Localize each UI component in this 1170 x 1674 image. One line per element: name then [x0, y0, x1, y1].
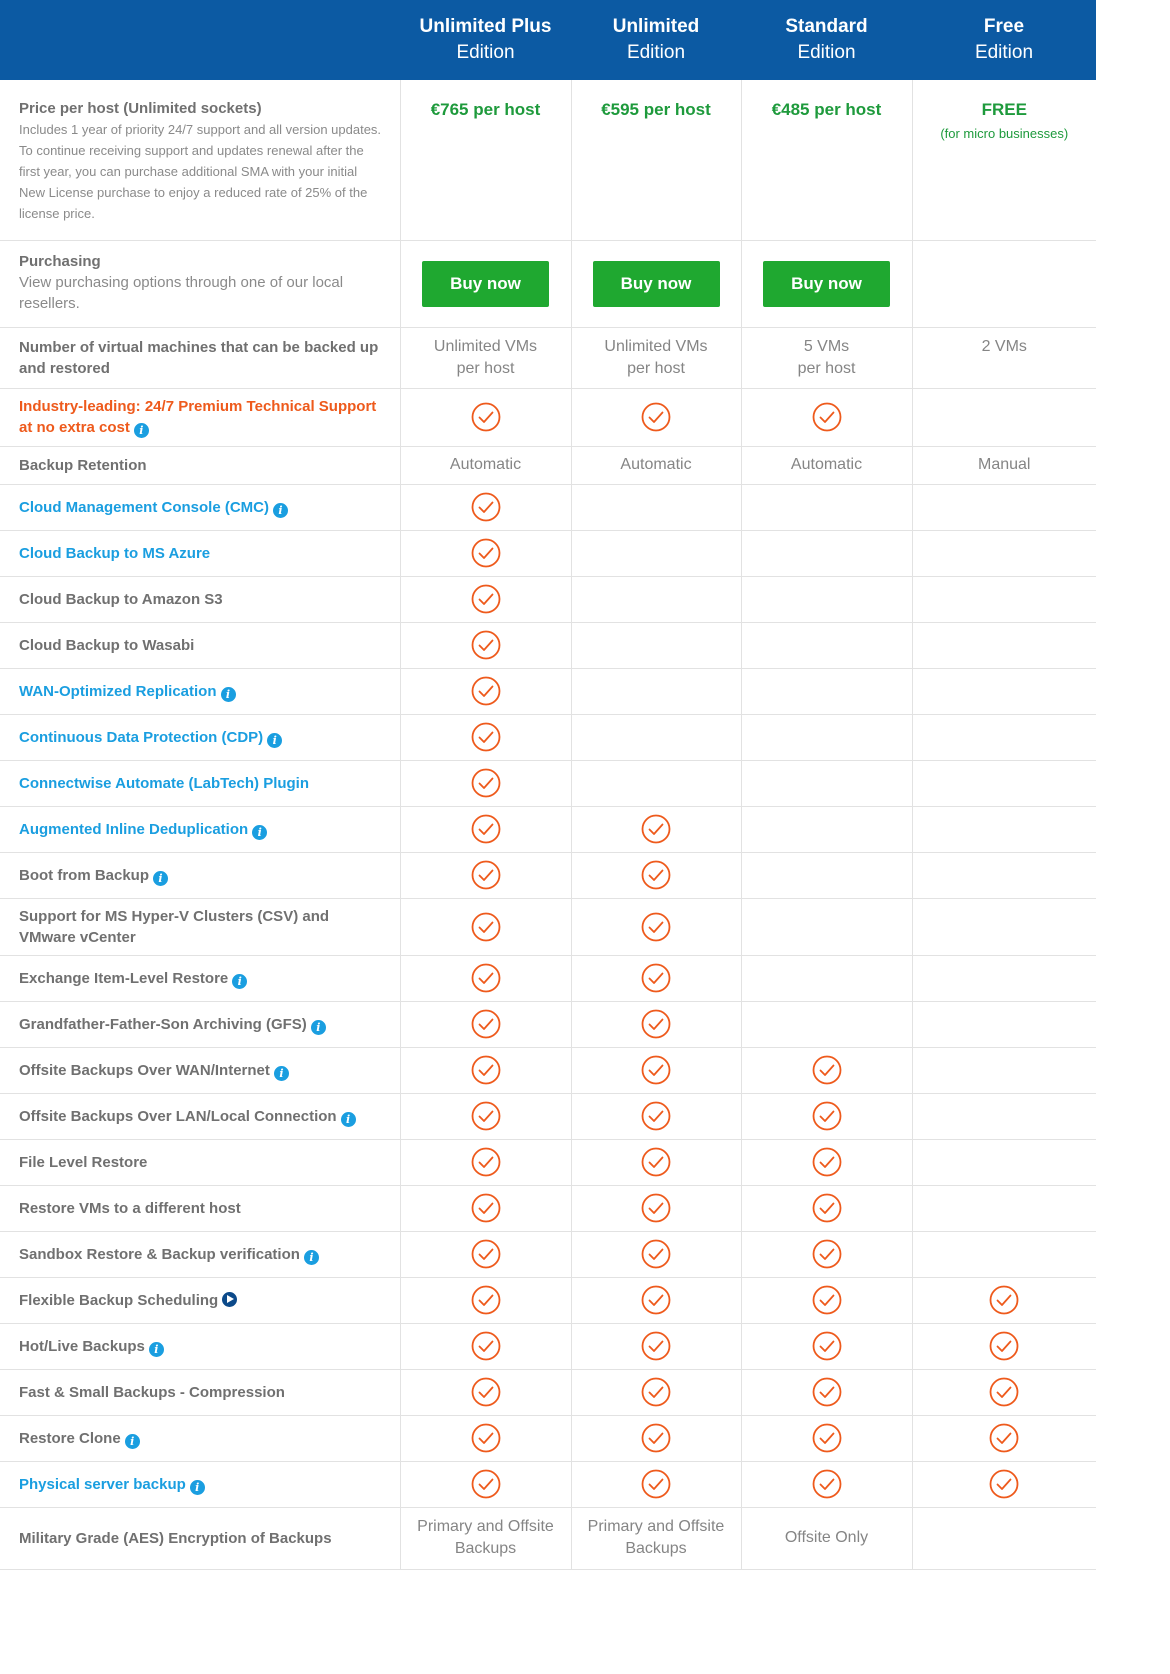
- feature-row: [0, 852, 1096, 898]
- feature-check-cell: [741, 1185, 912, 1231]
- check-icon: [471, 492, 501, 522]
- feature-check-cell: [912, 576, 1096, 622]
- feature-check-cell: [912, 1047, 1096, 1093]
- feature-check-cell: [571, 955, 741, 1001]
- feature-check-cell: [400, 1231, 571, 1277]
- feature-check-cell: [571, 1277, 741, 1323]
- feature-check-cell: [400, 1047, 571, 1093]
- feature-label[interactable]: Connectwise Automate (LabTech) Plugin: [19, 774, 310, 792]
- feature-check-cell: [400, 1415, 571, 1461]
- feature-check-cell: [912, 714, 1096, 760]
- header-standard: [741, 0, 912, 80]
- feature-check-cell: [741, 1369, 912, 1415]
- support-check-cell: [912, 388, 1096, 446]
- header-unlimited-plus: [400, 0, 571, 80]
- feature-row: [0, 530, 1096, 576]
- feature-row: [0, 1415, 1096, 1461]
- feature-check-cell: [741, 1277, 912, 1323]
- feature-label: Sandbox Restore & Backup verification: [19, 1245, 300, 1263]
- feature-label-cell: [0, 668, 400, 714]
- purchasing-description: View purchasing options through one of our local resellers.: [19, 274, 344, 312]
- feature-check-cell: [400, 714, 571, 760]
- feature-row: [0, 622, 1096, 668]
- feature-row: [0, 1093, 1096, 1139]
- feature-label-cell: [0, 622, 400, 668]
- feature-row: [0, 668, 1096, 714]
- check-icon: [641, 1331, 671, 1361]
- price-value: €595 per host: [601, 100, 711, 119]
- check-icon: [471, 1377, 501, 1407]
- feature-check-cell: [571, 1415, 741, 1461]
- header-free: [912, 0, 1096, 80]
- info-icon[interactable]: i: [274, 1066, 289, 1081]
- feature-check-cell: [741, 760, 912, 806]
- feature-check-cell: [741, 852, 912, 898]
- feature-row: [0, 1231, 1096, 1277]
- feature-check-cell: [912, 1185, 1096, 1231]
- encryption-value-cell: [741, 1507, 912, 1569]
- edition-word: Edition: [626, 42, 686, 63]
- vm-count-value: Unlimited VMs per host: [604, 337, 708, 377]
- check-icon: [471, 1193, 501, 1223]
- check-icon: [471, 722, 501, 752]
- feature-check-cell: [741, 1323, 912, 1369]
- price-value: €765 per host: [430, 100, 541, 119]
- feature-label: Hot/Live Backups: [19, 1337, 145, 1355]
- check-icon: [989, 1331, 1019, 1361]
- purchasing-row: [0, 240, 1096, 327]
- check-icon: [812, 1469, 842, 1499]
- feature-check-cell: [571, 622, 741, 668]
- feature-check-cell: [571, 1323, 741, 1369]
- check-icon: [641, 1009, 671, 1039]
- check-icon: [989, 1377, 1019, 1407]
- info-icon[interactable]: i: [221, 687, 236, 702]
- purchase-cell-free: [912, 240, 1096, 327]
- feature-label: Boot from Backup: [19, 866, 150, 884]
- feature-row: [0, 714, 1096, 760]
- feature-check-cell: [400, 1093, 571, 1139]
- feature-label-cell: [0, 1415, 400, 1461]
- feature-label-cell: [0, 484, 400, 530]
- check-icon: [471, 538, 501, 568]
- feature-label: Cloud Backup to Amazon S3: [19, 590, 223, 608]
- support-label: Industry-leading: 24/7 Premium Technical Support at no extra cost: [19, 398, 377, 436]
- feature-label: Fast & Small Backups - Compression: [19, 1383, 285, 1401]
- feature-label-cell: [0, 1139, 400, 1185]
- check-icon: [641, 1193, 671, 1223]
- feature-check-cell: [571, 1047, 741, 1093]
- check-icon: [641, 402, 671, 432]
- header-row: [0, 0, 1096, 80]
- info-icon[interactable]: i: [232, 974, 247, 989]
- encryption-value: Offsite Only: [784, 1529, 869, 1546]
- vm-count-value: Unlimited VMs per host: [433, 337, 538, 377]
- feature-check-cell: [912, 1415, 1096, 1461]
- check-icon: [812, 1055, 842, 1085]
- check-icon: [471, 1101, 501, 1131]
- feature-check-cell: [400, 530, 571, 576]
- feature-label: Support for MS Hyper-V Clusters (CSV) and VMware vCenter: [19, 907, 330, 946]
- check-icon: [471, 676, 501, 706]
- check-icon: [641, 1055, 671, 1085]
- feature-check-cell: [571, 484, 741, 530]
- feature-check-cell: [912, 852, 1096, 898]
- feature-label-cell: [0, 852, 400, 898]
- info-icon[interactable]: i: [125, 1434, 140, 1449]
- check-icon: [471, 1331, 501, 1361]
- feature-label-cell: [0, 898, 400, 955]
- feature-check-cell: [571, 1001, 741, 1047]
- feature-label-cell: [0, 1047, 400, 1093]
- info-icon[interactable]: i: [134, 423, 149, 438]
- feature-row: [0, 806, 1096, 852]
- encryption-value: Primary and Offsite Backups: [417, 1518, 554, 1557]
- feature-label-cell: [0, 1277, 400, 1323]
- vm-count-unlimited-plus: [400, 327, 571, 388]
- feature-check-cell: [571, 530, 741, 576]
- retention-row: [0, 446, 1096, 484]
- feature-check-cell: [741, 576, 912, 622]
- price-title: Price per host (Unlimited sockets): [19, 100, 262, 117]
- vm-count-row: [0, 327, 1096, 388]
- feature-label-cell: [0, 1231, 400, 1277]
- feature-check-cell: [741, 668, 912, 714]
- check-icon: [471, 768, 501, 798]
- price-standard: [741, 80, 912, 240]
- feature-label: Flexible Backup Scheduling: [19, 1291, 219, 1309]
- feature-check-cell: [571, 1093, 741, 1139]
- check-icon: [471, 1147, 501, 1177]
- check-icon: [471, 1469, 501, 1499]
- feature-check-cell: [571, 1231, 741, 1277]
- feature-label: Offsite Backups Over WAN/Internet: [19, 1061, 270, 1079]
- check-icon: [641, 1469, 671, 1499]
- info-icon[interactable]: i: [341, 1112, 356, 1127]
- feature-label-cell: [0, 1323, 400, 1369]
- feature-label-cell: [0, 955, 400, 1001]
- feature-row: [0, 1369, 1096, 1415]
- edition-name: Unlimited Plus: [419, 16, 552, 37]
- price-value: FREE: [981, 100, 1027, 119]
- purchasing-label-cell: [0, 240, 400, 327]
- check-icon: [812, 402, 842, 432]
- feature-row: [0, 1277, 1096, 1323]
- feature-label-cell: [0, 530, 400, 576]
- feature-row: [0, 1047, 1096, 1093]
- feature-check-cell: [571, 852, 741, 898]
- purchasing-title: Purchasing: [19, 253, 101, 270]
- feature-label-cell: [0, 1093, 400, 1139]
- encryption-value-cell: [571, 1507, 741, 1569]
- header-unlimited: [571, 0, 741, 80]
- vm-count-label: Number of virtual machines that can be backed up and restored: [0, 327, 400, 388]
- feature-label[interactable]: Physical server backup: [19, 1475, 186, 1493]
- feature-label[interactable]: Cloud Backup to MS Azure: [19, 544, 211, 562]
- feature-check-cell: [400, 760, 571, 806]
- feature-label: Offsite Backups Over LAN/Local Connection: [19, 1107, 337, 1125]
- feature-label: Restore Clone: [19, 1429, 121, 1447]
- edition-name: Unlimited: [612, 16, 700, 37]
- feature-row: [0, 898, 1096, 955]
- feature-check-cell: [400, 1323, 571, 1369]
- feature-label-cell: [0, 1369, 400, 1415]
- info-icon[interactable]: i: [273, 503, 288, 518]
- feature-check-cell: [400, 898, 571, 955]
- check-icon: [641, 1377, 671, 1407]
- check-icon: [641, 1101, 671, 1131]
- play-icon[interactable]: [222, 1292, 237, 1307]
- feature-check-cell: [571, 760, 741, 806]
- feature-label: Cloud Backup to Wasabi: [19, 636, 195, 654]
- price-free: [912, 80, 1096, 240]
- feature-check-cell: [741, 1415, 912, 1461]
- feature-row: [0, 760, 1096, 806]
- feature-check-cell: [571, 576, 741, 622]
- info-icon[interactable]: i: [311, 1020, 326, 1035]
- check-icon: [641, 860, 671, 890]
- info-icon[interactable]: i: [267, 733, 282, 748]
- feature-label[interactable]: Continuous Data Protection (CDP): [19, 728, 264, 746]
- check-icon: [471, 630, 501, 660]
- feature-check-cell: [912, 760, 1096, 806]
- check-icon: [471, 1055, 501, 1085]
- feature-check-cell: [912, 484, 1096, 530]
- feature-check-cell: [912, 668, 1096, 714]
- feature-check-cell: [571, 1461, 741, 1507]
- buy-now-button-standard[interactable]: Buy now: [763, 261, 890, 307]
- feature-label[interactable]: WAN-Optimized Replication: [19, 682, 217, 700]
- check-icon: [812, 1239, 842, 1269]
- support-check-cell: [400, 388, 571, 446]
- feature-check-cell: [912, 1461, 1096, 1507]
- header-blank-cell: [0, 0, 400, 80]
- purchase-cell-unlimited: [571, 240, 741, 327]
- check-icon: [812, 1101, 842, 1131]
- check-icon: [471, 1239, 501, 1269]
- feature-check-cell: [741, 1093, 912, 1139]
- purchase-cell-standard: [741, 240, 912, 327]
- feature-check-cell: [741, 484, 912, 530]
- feature-label: Exchange Item-Level Restore: [19, 969, 229, 987]
- feature-label-cell: [0, 576, 400, 622]
- feature-row: [0, 1001, 1096, 1047]
- retention-value: Automatic: [741, 446, 912, 484]
- encryption-label: Military Grade (AES) Encryption of Backups: [0, 1507, 400, 1569]
- feature-label-cell: [0, 714, 400, 760]
- check-icon: [471, 963, 501, 993]
- feature-check-cell: [400, 1277, 571, 1323]
- feature-label: Grandfather-Father-Son Archiving (GFS): [19, 1015, 307, 1033]
- retention-value: Automatic: [400, 446, 571, 484]
- encryption-value: Primary and Offsite Backups: [587, 1518, 725, 1557]
- check-icon: [989, 1469, 1019, 1499]
- feature-row: [0, 576, 1096, 622]
- feature-label: Restore VMs to a different host: [19, 1199, 241, 1217]
- feature-check-cell: [741, 1047, 912, 1093]
- support-check-cell: [741, 388, 912, 446]
- feature-label: File Level Restore: [19, 1153, 148, 1171]
- check-icon: [471, 1009, 501, 1039]
- check-icon: [812, 1193, 842, 1223]
- check-icon: [641, 1147, 671, 1177]
- buy-now-button-unlimited[interactable]: Buy now: [593, 261, 720, 307]
- feature-check-cell: [912, 1139, 1096, 1185]
- feature-check-cell: [741, 1231, 912, 1277]
- price-unlimited-plus: [400, 80, 571, 240]
- feature-check-cell: [400, 806, 571, 852]
- feature-check-cell: [400, 622, 571, 668]
- info-icon[interactable]: i: [252, 825, 267, 840]
- feature-check-cell: [912, 1369, 1096, 1415]
- feature-label-cell: [0, 806, 400, 852]
- purchase-cell-unlimited-plus: [400, 240, 571, 327]
- edition-name: Free: [983, 16, 1025, 37]
- support-check-cell: [571, 388, 741, 446]
- edition-name: Standard: [785, 16, 868, 37]
- feature-check-cell: [741, 806, 912, 852]
- feature-label-cell: [0, 1461, 400, 1507]
- feature-check-cell: [571, 1369, 741, 1415]
- buy-now-button-unlimited-plus[interactable]: Buy now: [422, 261, 549, 307]
- feature-label-cell: [0, 1001, 400, 1047]
- check-icon: [471, 912, 501, 942]
- edition-word: Edition: [974, 42, 1034, 63]
- feature-label[interactable]: Cloud Management Console (CMC): [19, 498, 269, 516]
- check-icon: [812, 1285, 842, 1315]
- check-icon: [641, 912, 671, 942]
- feature-check-cell: [912, 898, 1096, 955]
- retention-value: Automatic: [571, 446, 741, 484]
- check-icon: [641, 1423, 671, 1453]
- feature-check-cell: [400, 1001, 571, 1047]
- feature-check-cell: [912, 955, 1096, 1001]
- feature-check-cell: [400, 1139, 571, 1185]
- feature-label-cell: [0, 760, 400, 806]
- feature-check-cell: [571, 806, 741, 852]
- encryption-value-cell: [912, 1507, 1096, 1569]
- check-icon: [641, 814, 671, 844]
- price-row: [0, 80, 1096, 240]
- feature-check-cell: [912, 1277, 1096, 1323]
- feature-check-cell: [400, 668, 571, 714]
- feature-check-cell: [400, 852, 571, 898]
- feature-check-cell: [741, 1461, 912, 1507]
- vm-count-unlimited: [571, 327, 741, 388]
- check-icon: [812, 1331, 842, 1361]
- info-icon[interactable]: i: [190, 1480, 205, 1495]
- feature-check-cell: [571, 898, 741, 955]
- check-icon: [641, 1239, 671, 1269]
- retention-label: Backup Retention: [0, 446, 400, 484]
- feature-check-cell: [912, 1323, 1096, 1369]
- feature-check-cell: [571, 714, 741, 760]
- feature-check-cell: [912, 1001, 1096, 1047]
- feature-check-cell: [741, 530, 912, 576]
- edition-word: Edition: [797, 42, 856, 63]
- retention-value: Manual: [912, 446, 1096, 484]
- support-row: [0, 388, 1096, 446]
- feature-check-cell: [571, 668, 741, 714]
- encryption-value-cell: [400, 1507, 571, 1569]
- feature-check-cell: [912, 1093, 1096, 1139]
- info-icon[interactable]: i: [153, 871, 168, 886]
- support-label-cell: [0, 388, 400, 446]
- feature-check-cell: [741, 898, 912, 955]
- vm-count-free: [912, 327, 1096, 388]
- feature-check-cell: [741, 714, 912, 760]
- check-icon: [812, 1377, 842, 1407]
- feature-check-cell: [741, 622, 912, 668]
- feature-row: [0, 1139, 1096, 1185]
- feature-check-cell: [400, 1461, 571, 1507]
- feature-check-cell: [400, 576, 571, 622]
- check-icon: [641, 963, 671, 993]
- feature-label[interactable]: Augmented Inline Deduplication: [19, 820, 249, 838]
- price-description: Includes 1 year of priority 24/7 support and all version updates. To continue receiving support and updates renewal after the first year, you can purchase additional SMA with your initial New License purchase to enjoy a reduced rate of 25% of the license price.: [19, 122, 382, 221]
- feature-check-cell: [912, 530, 1096, 576]
- check-icon: [812, 1423, 842, 1453]
- info-icon[interactable]: i: [304, 1250, 319, 1265]
- feature-row: [0, 955, 1096, 1001]
- feature-check-cell: [571, 1139, 741, 1185]
- feature-check-cell: [400, 955, 571, 1001]
- info-icon[interactable]: i: [149, 1342, 164, 1357]
- feature-check-cell: [741, 1139, 912, 1185]
- feature-check-cell: [912, 622, 1096, 668]
- vm-count-value: 5 VMs per host: [797, 337, 856, 377]
- feature-check-cell: [912, 806, 1096, 852]
- check-icon: [812, 1147, 842, 1177]
- feature-check-cell: [571, 1185, 741, 1231]
- encryption-row: [0, 1507, 1096, 1569]
- check-icon: [471, 584, 501, 614]
- feature-check-cell: [912, 1231, 1096, 1277]
- check-icon: [471, 860, 501, 890]
- check-icon: [471, 402, 501, 432]
- check-icon: [641, 1285, 671, 1315]
- feature-check-cell: [400, 1369, 571, 1415]
- check-icon: [989, 1285, 1019, 1315]
- price-label-cell: [0, 80, 400, 240]
- feature-check-cell: [741, 1001, 912, 1047]
- feature-row: [0, 1185, 1096, 1231]
- check-icon: [471, 1423, 501, 1453]
- feature-label-cell: [0, 1185, 400, 1231]
- feature-row: [0, 1461, 1096, 1507]
- price-value: €485 per host: [771, 100, 882, 119]
- check-icon: [471, 1285, 501, 1315]
- vm-count-standard: [741, 327, 912, 388]
- check-icon: [471, 814, 501, 844]
- check-icon: [989, 1423, 1019, 1453]
- feature-check-cell: [741, 955, 912, 1001]
- feature-check-cell: [400, 484, 571, 530]
- feature-check-cell: [400, 1185, 571, 1231]
- vm-count-value: 2 VMs: [981, 337, 1027, 355]
- free-note: (for micro businesses): [940, 126, 1069, 141]
- feature-row: [0, 484, 1096, 530]
- feature-row: [0, 1323, 1096, 1369]
- edition-word: Edition: [456, 42, 515, 63]
- price-unlimited: [571, 80, 741, 240]
